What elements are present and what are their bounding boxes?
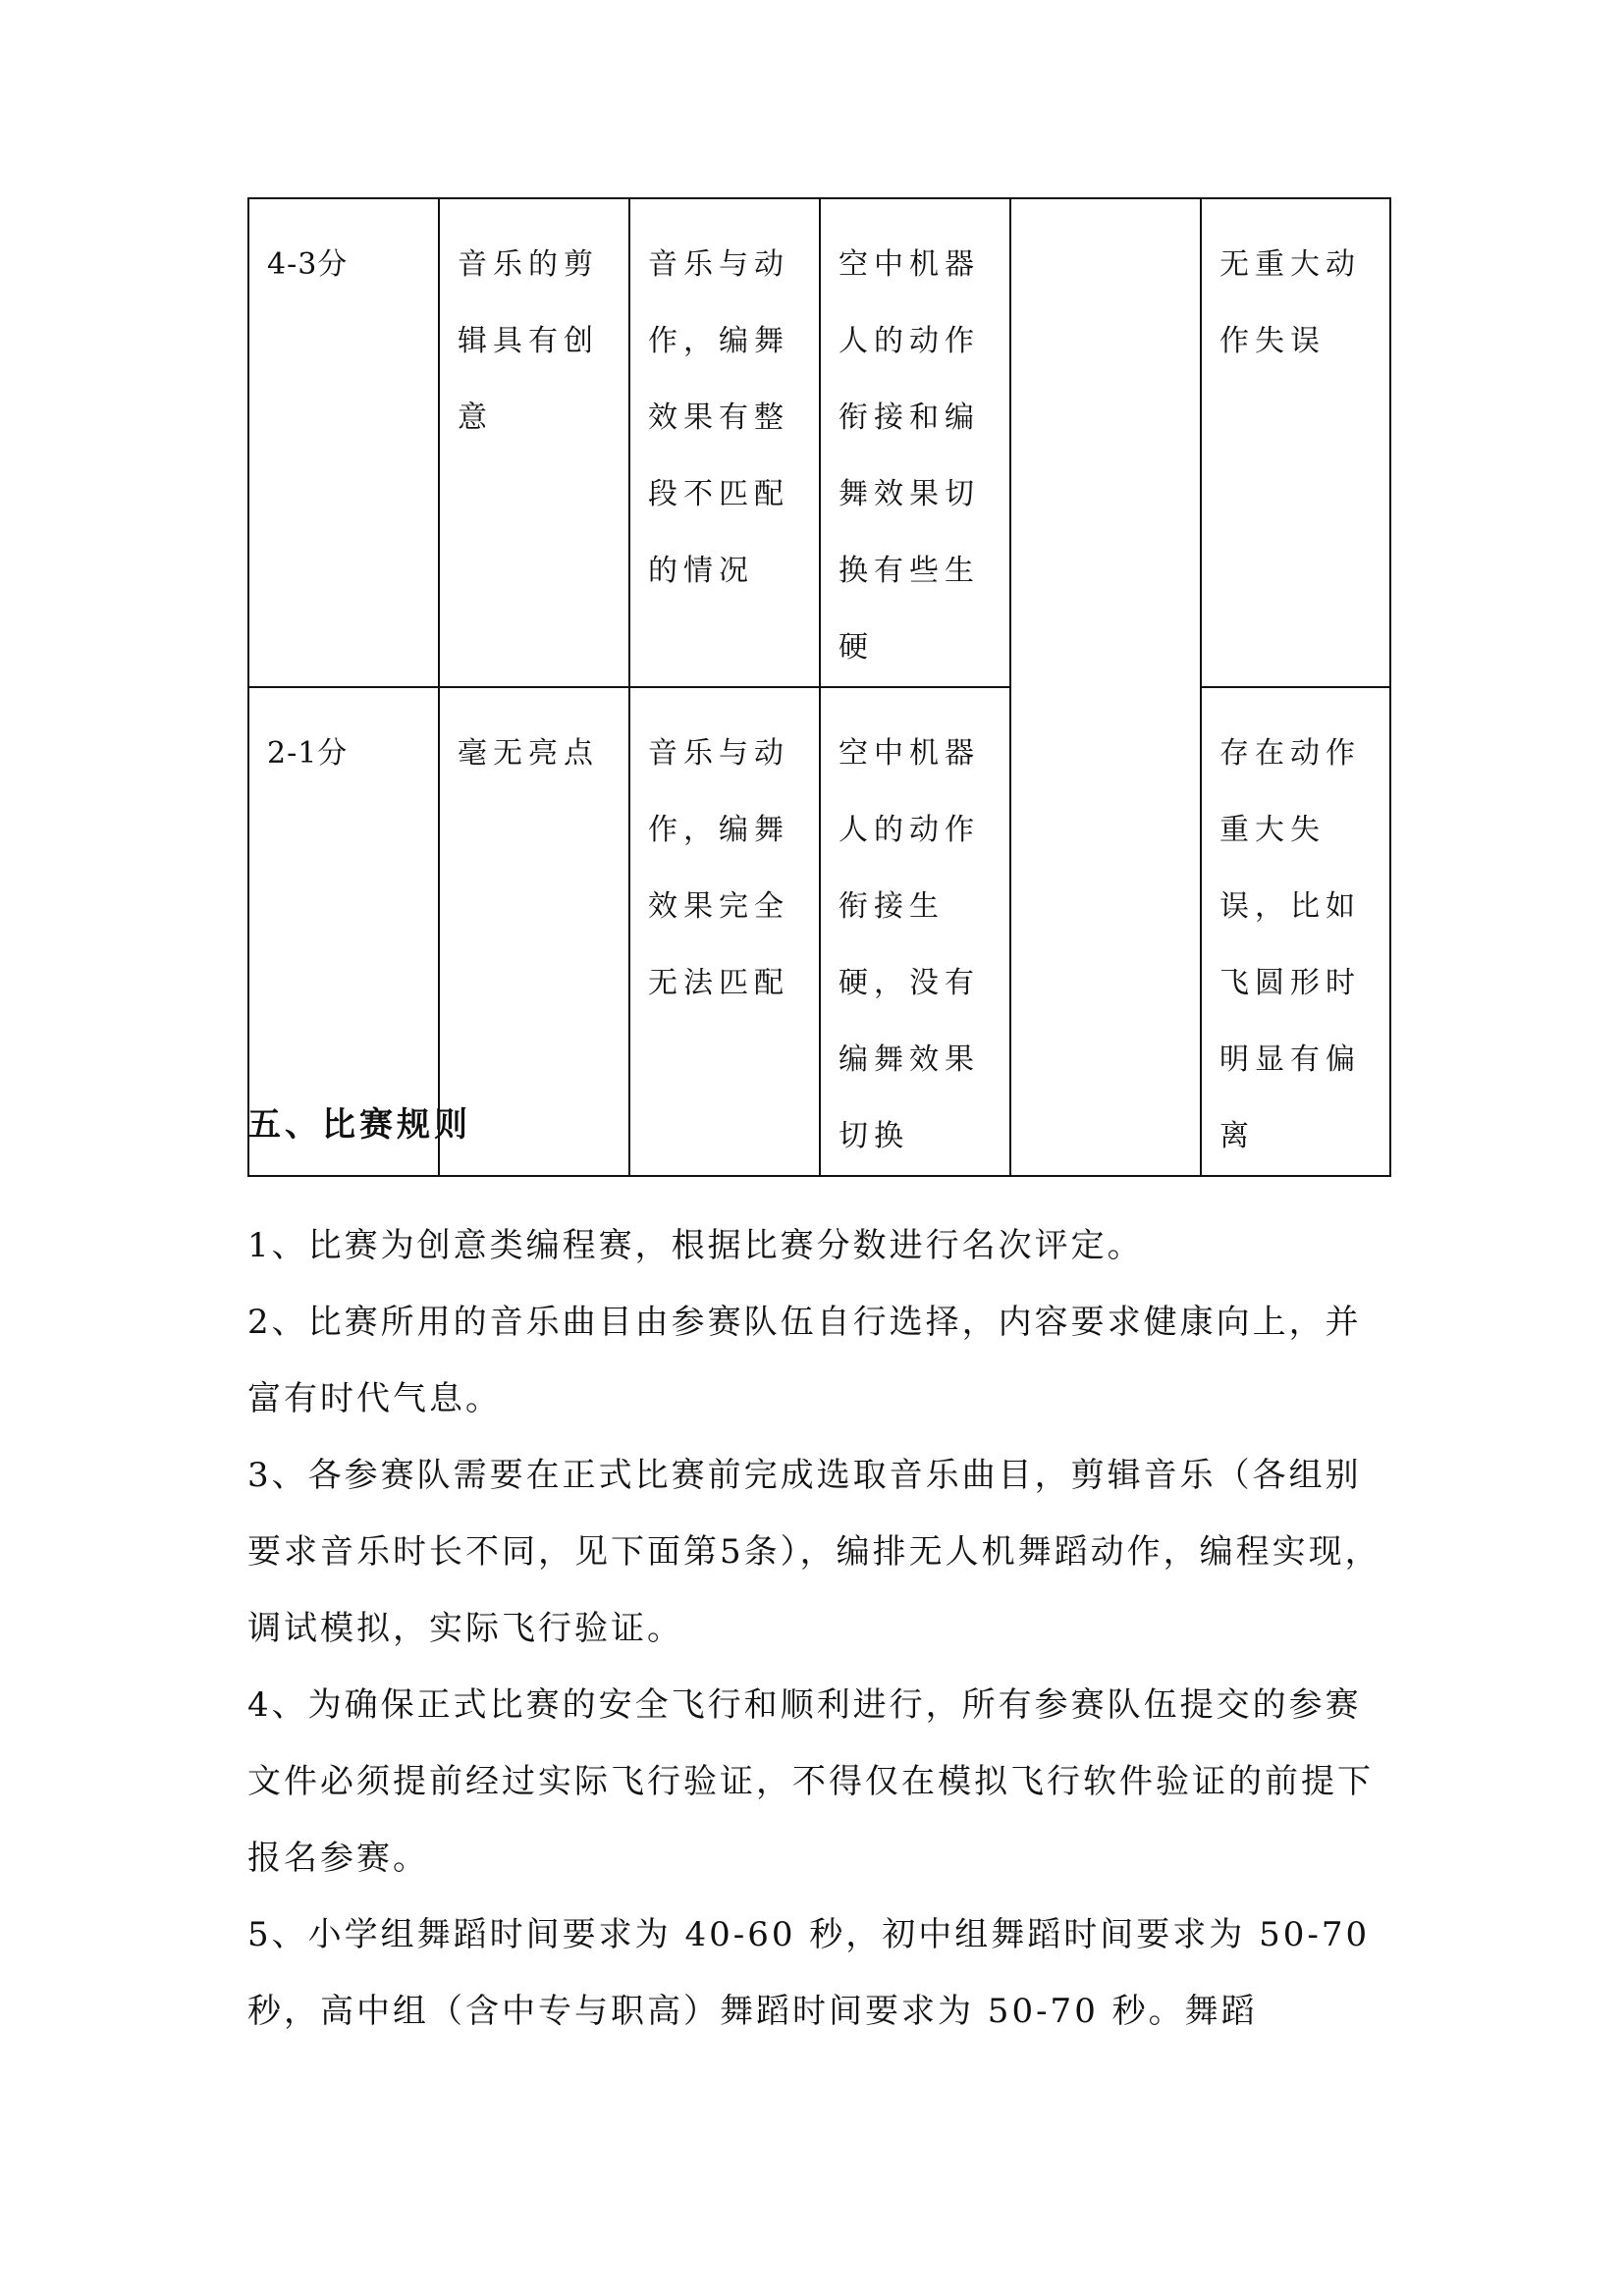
robot-motion-text: 空中机器人的动作衔接和编舞效果切换有些生硬 (839, 247, 980, 665)
rule-item: 5、小学组舞蹈时间要求为 40-60 秒，初中组舞蹈时间要求为 50-70 秒，高中组（含中专与职高）舞蹈时间要求为 50-70 秒。舞蹈 (247, 1915, 1371, 2031)
music-match-cell (629, 198, 820, 687)
rule-item: 1、比赛为创意类编程赛，根据比赛分数进行名次评定。 (247, 1226, 1144, 1265)
score-cell (248, 198, 439, 687)
errors-text: 无重大动作失误 (1219, 247, 1361, 358)
music-match-text: 音乐与动作，编舞效果完全无法匹配 (648, 736, 789, 1000)
robot-motion-text: 空中机器人的动作衔接生硬，没有编舞效果切换 (839, 736, 980, 1153)
rules-list (247, 1207, 1392, 2050)
score-text: 4-3分 (267, 247, 349, 282)
blank-merged-cell (1010, 198, 1201, 1176)
music-edit-text: 音乐的剪辑具有创意 (458, 247, 599, 435)
rule-item: 2、比赛所用的音乐曲目由参赛队伍自行选择，内容要求健康向上，并富有时代气息。 (247, 1303, 1362, 1418)
music-match-text: 音乐与动作，编舞效果有整段不匹配的情况 (648, 247, 789, 588)
score-text: 2-1分 (267, 736, 349, 771)
blank-text (1011, 199, 1200, 227)
rule-item: 3、各参赛队需要在正式比赛前完成选取音乐曲目，剪辑音乐（各组别要求音乐时长不同，见下面第5条），编排无人机舞蹈动作，编程实现，调试模拟，实际飞行验证。 (247, 1456, 1381, 1648)
music-match-cell (629, 687, 820, 1176)
music-edit-text: 毫无亮点 (458, 736, 599, 771)
robot-motion-cell (820, 687, 1010, 1176)
scoring-table (247, 197, 1391, 1177)
music-edit-cell (439, 198, 629, 687)
rule-item: 4、为确保正式比赛的安全飞行和顺利进行，所有参赛队伍提交的参赛文件必须提前经过实际飞行验证，不得仅在模拟飞行软件验证的前提下报名参赛。 (247, 1685, 1374, 1878)
errors-cell (1201, 198, 1390, 687)
errors-text: 存在动作重大失误，比如飞圆形时明显有偏离 (1219, 736, 1361, 1153)
errors-cell (1201, 687, 1390, 1176)
section-heading: 五、比赛规则 (247, 1105, 471, 1145)
robot-motion-cell (820, 198, 1010, 687)
table-row (248, 198, 1390, 687)
